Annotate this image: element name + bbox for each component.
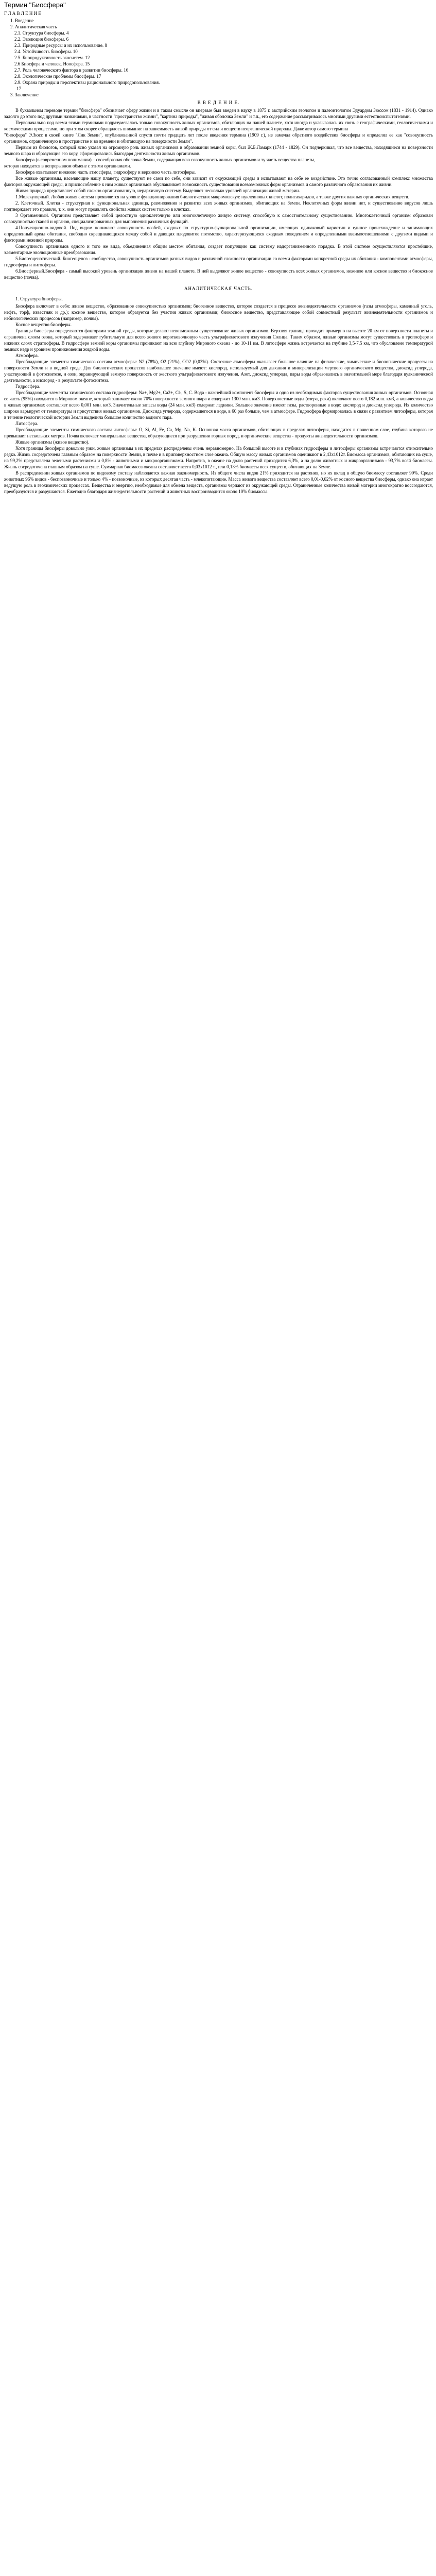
paragraph: Биосфера включает в себя: живое вещество, образованное совокупностью организмов; биогенное вещество, которое создается в процессе жизнедеятельности организмов (газы атмосферы, каменный уголь, нефть, торф, известняк и др.); косное вещество, которое образуется без участия живых организмов; биокосное вещество, представляющее собой совместный результат жизнедеятельности организмов и небиологических процессов (например, почвы).: [4, 303, 433, 321]
toc-heading: Г Л А В Л Е Н И Е: [4, 11, 41, 16]
toc-item: 2. Аналитическая часть: [10, 24, 57, 29]
toc-item: 2.3. Природные ресурсы и их использование. 8: [14, 43, 107, 48]
toc-item: 2.6 Биосфера и человек. Ноосфера. 15: [14, 61, 90, 66]
paragraph: В буквальном переводе термин "биосфера" обозначает сферу жизни и в таком смысле он впервые был введен в науку в 1875 г. австрийским геологом и палеонтологом Эдуардом Зюссом (1831 - 1914). Однако задолго до этого под другими названиями, в частности "пространство жизни", "картина природы", "живая оболочка Земли" и т.п., его содержание рассматривалось многими другими естествоиспытателями.: [4, 108, 433, 119]
paragraph: Преобладающие элементы химического состава литосферы: O, Si, Al, Fe, Ca, Mg, Na, K. Основная масса организмов, обитающих в пределах литосферы, находится в почвенном слое, глубина которого не превышает нескольких метров. Почва включает минеральные вещества, образующиеся при разрушении горных пород, и органические вещества - продукты жизнедеятельности организмов.: [4, 427, 433, 438]
paragraph: Косное вещество биосферы.: [15, 322, 72, 327]
toc-item: 2.9. Охрана природы и перспективы рационального природопользования.: [14, 80, 160, 85]
toc-item: 17: [16, 86, 21, 91]
paragraph: 1.Молекулярный. Любая живая система проявляется на уровне функционирования биологических макромолекул: нуклеиновых кислот, полисахаридов, а также других важных органических веществ.: [15, 194, 409, 199]
toc-item: 2.4. Устойчивость биосферы. 10: [14, 49, 78, 54]
paragraph: Гидросфера.: [15, 384, 41, 389]
section-heading: 1. Структура биосферы.: [15, 296, 63, 301]
toc-item: 2.8. Экологические проблемы биосферы. 17: [14, 74, 101, 79]
table-of-contents: [4, 18, 433, 98]
toc-item: 2.1. Структура биосферы. 4: [14, 30, 69, 36]
structure-section: [4, 303, 433, 495]
paragraph: Преобладающие элементы химического состава гидросферы: Na+, Mg2+, Ca2+, Cl-, S, C. Вода - важнейший компонент биосферы и одно из необходимых факторов существования живых организмов. Основная ее часть (95%) находится в Мировом океане, который занимает около 70% поверхности земного шара и содержит 1300 млн. км3. Поверхностные воды (озера, реки) включают всего 0,182 млн. км3, а количество воды в живых организмах составляет всего 0,001 млн. км3. Значительные запасы воды (24 млн. км3) содержат ледники. Большое значение имеют газы, растворенные в воде: кислород и диоксид углерода. Их количество широко варьирует от температуры и присутствия живых организмов. Диоксида углерода, содержащегося в воде, в 60 раз больше, чем в атмосфере. Гидросфера формировалась в связи с развитием литосферы, которая в течение геологической истории Земли выделила большое количество водного пара.: [4, 390, 433, 420]
intro-section: [4, 107, 433, 280]
paragraph: "биосфера" Э.Зюсс в своей книге "Лик Земли", опубликованной спустя почти тридцать лет после введения термина (1909 г.), не замечал обратного воздействия биосферы и определял ее как "совокупность организмов, ограниченную в пространстве и во времени и обитающую на поверхности Земли".: [4, 132, 433, 144]
paragraph: Преобладающие элементы химического состава атмосферы: N2 (78%), О2 (21%), СО2 (0,03%). Состояние атмосферы оказывает большое влияние на физические, химические и биологические процессы на поверхности Земли и в водной среде. Для биологических процессов наибольшее значение имеют: кислород, используемый для дыхания и минерализации мертвого органического вещества, диоксид углерода, участвующий в фотосинтезе, и озон, экранирующий земную поверхность от жесткого ультрафиолетового излучения. Азот, диоксид углерода, пары воды образовались в значительной мере благодаря вулканической деятельности, а кислород - в результате фотосинтеза.: [4, 359, 433, 383]
toc-item: 2.5. Биопродуктивность экосистем. 12: [14, 55, 90, 60]
paragraph: Живая природа представляет собой сложно организованную, иерархичную систему. Выделяют несколько уровней организации живой материи.: [15, 188, 300, 193]
paragraph: Литосфера.: [15, 421, 39, 426]
document-title: Термин "Биосфера": [4, 1, 66, 9]
paragraph: Первым из биологов, который ясно указал на огромную роль живых организмов в образовании земной коры, был Ж.Б.Ламарк (1744 - 1829). Он подчеркивал, что все вещества, находящиеся на поверхности земного шара и образующие его кору, сформировались благодаря деятельности живых организмов.: [4, 145, 433, 156]
paragraph: 6.Биосферный.Биосфера - самый высокий уровень организации жизни на нашей планете. В ней выделяют живое вещество - совокупность всех живых организмов, неживое или косное вещество и биокосное вещество (почва).: [4, 268, 433, 280]
toc-item: 2.2. Эволюция биосферы. 6: [14, 37, 69, 42]
paragraph: которая находится в непрерывном обмене с этими организмами.: [4, 163, 131, 168]
document-page: [0, 0, 436, 495]
toc-item: 1. Введение: [10, 18, 34, 23]
paragraph: Совокупность организмов одного и того же вида, объединенная общим местом обитания, создает популяцию как систему надорганизменного порядка. В этой системе осуществляются простейшие, элементарные эволюционные преобразования.: [4, 244, 433, 255]
paragraph: 2. Клеточный. Клетка - структурная и функциональная единица, размножения и развития всех живых организмов, обитающих на Земли. Неклеточных форм жизни нет, и существование вирусов лишь подтверждает это правило, т. к. они могут проявлять свойства живых систем только в клетках.: [4, 200, 433, 212]
paragraph: 3 Органменный. Организм представляет собой целостную одноклеточную или многоклеточную живую систему, способную к самостоятельному существованию. Многоклеточный организм образован совокупностью тканей и органов, специализированных для выполнения различных функций.: [4, 213, 433, 224]
toc-item: 3. Заключение: [10, 92, 39, 97]
paragraph: Биосфера (в современном понимании) – своеобразная оболочка Земли, содержащая всю совокупность живых организмов и ту часть вещества планеты,: [15, 157, 316, 162]
paragraph: Биосфера охватывает нижнюю часть атмосферы, гидросферу и верхнюю часть литосферы.: [15, 170, 196, 175]
paragraph: В распределении живых организмов по видовому составу наблюдается важная закономерность. Из общего числа видов 21% приходится на растения, но их вклад в общую биомассу составляет 99%. Среди животных 96% видов - беспозвоночные и только 4% - позвоночные, из которых десятая часть - млекопитающие. Масса живого вещества составляет всего 0,01-0,02% от косного вещества биосферы, однако она играет ведущую роль в геохимических процессах. Вещества и энергию, необходимые для обмена веществ, организмы черпают из окружающей среды. Ограниченные количества живой материи многократно воссоздаются, преобразуются и разрушаются. Ежегодно благодаря жизнедеятельности растений и животных воспроизводится около 10% биомассы.: [4, 470, 433, 494]
paragraph: Хотя границы биосферы довольно узки, живые организмы в их пределах распределены очень неравномерно. На большой высоте и в глубинах гидросферы и литосферы организмы встречаются относительно редко. Жизнь сосредоточена главным образом на поверхности Земли, в почве и в приповерхностном слое океана. Общую массу живых организмов оценивают в 2,43x1012т. Биомасса организмов, обитающих на суше, на 99,2% представлена зелеными растениями и 0,8% - животными и микроорганизмами. Напротив, в океане на долю растений приходится 6,3%, а на долю животных и микроорганизмов - 93,7% всей биомассы. Жизнь сосредоточена главным образом на суше. Суммарная биомасса океана составляет всего 0,03x1012 т., или 0,13% биомассы всех существ, обитающих на Земле.: [4, 446, 433, 469]
toc-item: 2.7. Роль человеческого фактора в развитии биосферы. 16: [14, 67, 129, 73]
paragraph: Все живые организмы, населяющие нашу планету, существуют не сами по себе, они зависят от окружающей среды и испытывают на себе ее воздействие. Это точно согласованный комплекс множества факторов окружающей среды, и приспособление к ним живых организмов обуславливает возможность существования всевозможных форм организмов и самого различного образования их жизни.: [4, 176, 433, 187]
paragraph: Границы биосферы определяются факторами земной среды, которые делают невозможным существование живых организмов. Верхняя граница проходит примерно на высоте 20 км от поверхности планеты и ограничена слоем озона, который задерживает губительную для всего живого коротковолновую часть ультрафиолетового излучения Солнца. Таким образом, живые организмы могут существовать в тропосфере и нижних слоях стратосферы. В гидросфере земной коры организмы проникают на всю глубину Мирового океана - до 10-11 км. В литосфере жизнь встречается на глубине 3,5-7,5 км, что обусловлено температурой земных недр и уровнем проникновения жидкой воды.: [4, 328, 433, 352]
paragraph: Атмосфера.: [15, 353, 39, 358]
paragraph: 5.Биогеоценотический. Биогеоценоз - сообщество, совокупность организмов разных видов и различной сложности организации со всеми факторами конкретной среды их обитания - компонентами атмосферы, гидросферы и литосферы.: [4, 256, 433, 267]
paragraph: Живые организмы (живое вещество).: [15, 439, 90, 445]
paragraph: 4.Популяционно-видовой. Под видом понимают совокупность особей, сходных по структурно-функциональной организации, имеющих одинаковый кариотип и единое происхождение и занимающих определенный ареал обитания, свободно скрещивающихся между собой и дающих плодовитое потомство, характеризующихся сходным поведением и определенными взаимоотношениями с другими видами и факторами неживой природы.: [4, 225, 433, 243]
intro-heading: В В Е Д Е Н И Е.: [197, 100, 240, 105]
analysis-heading: АНАЛИТИЧЕСКАЯ ЧАСТЬ.: [184, 286, 253, 291]
paragraph: Первоначально под всеми этими терминами подразумевалась только совокупность живых организмов, обитающих на нашей планете, хотя иногда и указывалась их связь с географическими, геологическими и космическими процессами, но при этом скорее обращалось внимание на зависимость живой природы от сил и веществ неорганической природы. Даже автор самого термина: [4, 120, 433, 131]
